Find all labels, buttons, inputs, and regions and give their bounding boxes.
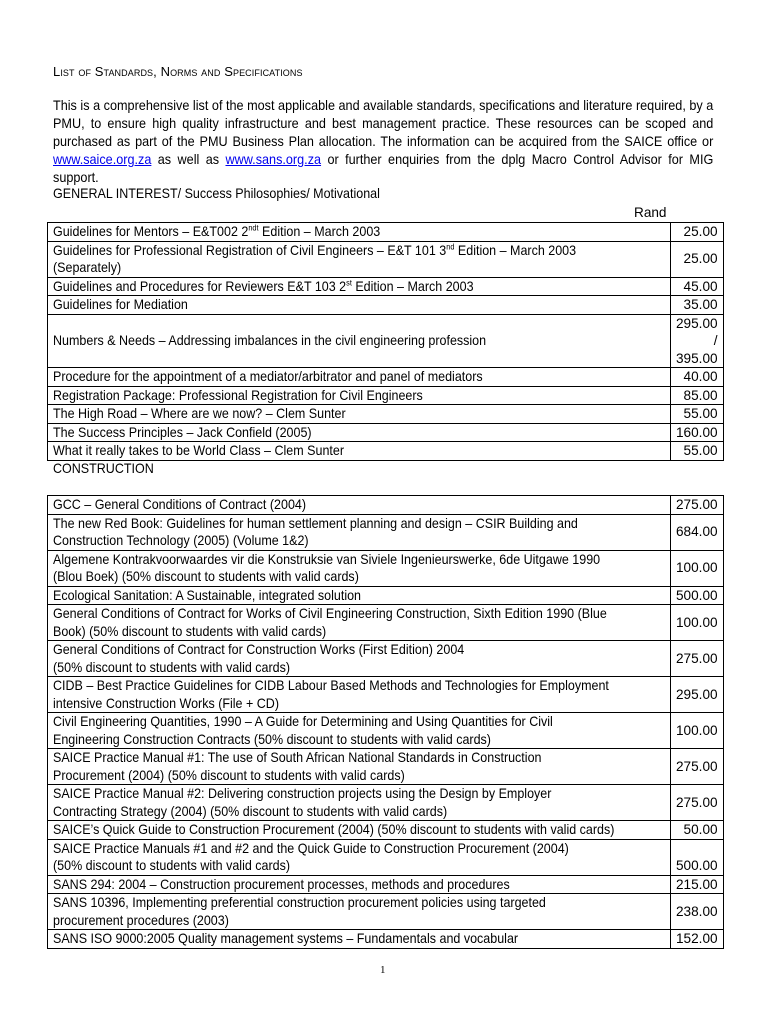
item-price: 55.00 [671,442,724,461]
item-description [48,514,671,550]
table-row [48,605,724,641]
item-price: 50.00 [671,821,724,840]
item-price: 500.00 [671,586,724,605]
item-description-text: General Conditions of Contract for Construction Works (First Edition) 2004 (50% discount to students with valid cards) [53,642,465,675]
table-row [48,785,724,821]
item-price: 215.00 [671,875,724,894]
item-description [48,277,671,296]
item-price: 238.00 [671,894,724,930]
table-row [48,368,724,387]
intro-paragraph [53,97,713,187]
item-description-text: GCC – General Conditions of Contract (2004) [53,497,307,512]
item-description [48,314,671,368]
item-text-part: Edition – March 2003 (Separately) [53,242,577,275]
table-row [48,749,724,785]
item-description [48,749,671,785]
item-price: 85.00 [671,386,724,405]
item-price: 160.00 [671,423,724,442]
item-description [48,875,671,894]
item-description [48,894,671,930]
intro-text-2: as well as [151,152,226,167]
table-row [48,514,724,550]
item-description [48,821,671,840]
item-description-text: SAICE Practice Manual #2: Delivering construction projects using the Design by Employer Contracting Strategy (2004) (50% discount to students with valid cards) [53,786,552,819]
item-superscript: st [346,277,352,287]
page-number-text: 1 [380,964,386,976]
item-description [48,641,671,677]
item-description-text [53,387,616,405]
page-title [53,64,303,79]
table-row [48,821,724,840]
item-description-text: Algemene Kontrakvoorwaardes vir die Konstruksie van Siviele Ingenieurswerke, 6de Uitgawe 1990 (Blou Boek) (50% discount to students with valid cards) [53,551,601,584]
item-price: 25.00 [671,241,724,277]
item-description-text [53,424,616,442]
item-description [48,442,671,461]
item-description [48,223,671,242]
item-price: 100.00 [671,713,724,749]
item-description-text: General Conditions of Contract for Works of Civil Engineering Construction, Sixth Edition 1990 (Blue Book) (50% discount to students with valid cards) [53,606,607,639]
item-price: 55.00 [671,405,724,424]
item-description-text [53,332,616,350]
table-row [48,442,724,461]
table-row [48,550,724,586]
item-price: 152.00 [671,930,724,949]
item-description-text: SANS 294: 2004 – Construction procurement processes, methods and procedures [53,876,510,892]
item-description [48,785,671,821]
item-price: 275.00 [671,785,724,821]
table-row [48,241,724,277]
item-description-text [53,442,616,460]
table-row [48,875,724,894]
table-row [48,223,724,242]
item-description [48,713,671,749]
item-text-part: The Success Principles – Jack Confield (2005) [53,424,312,440]
item-description-text [53,278,616,296]
item-description-text: SANS 10396, Implementing preferential construction procurement policies using targeted procurement procedures (2003) [53,895,546,928]
item-text-part: Edition – March 2003 [258,224,381,239]
item-description-text: SAICE’s Quick Guide to Construction Procurement (2004) (50% discount to students with valid cards) [53,822,615,837]
item-price: 45.00 [671,277,724,296]
item-superscript: ndt [248,223,259,233]
item-description [48,241,671,277]
item-description [48,496,671,515]
item-price: 500.00 [671,839,724,875]
item-description-text: Ecological Sanitation: A Sustainable, integrated solution [53,587,362,603]
price-header-text: Rand [634,205,667,220]
item-price: 684.00 [671,514,724,550]
sans-link[interactable]: www.sans.org.za [225,152,322,167]
item-description [48,550,671,586]
table-row [48,423,724,442]
item-description [48,423,671,442]
table-row [48,277,724,296]
title-text: List of Standards, Norms and Specifications [53,64,303,79]
table-row [48,713,724,749]
construction-heading [53,461,163,476]
item-description [48,586,671,605]
table-row [48,405,724,424]
intro-text-3: or further enquiries from the dplg Macro Control Advisor for MIG support. [53,152,714,185]
item-price: 275.00 [671,749,724,785]
item-description-text: SAICE Practice Manuals #1 and #2 and the Quick Guide to Construction Procurement (2004) (50% discount to students with valid cards) [53,840,569,873]
item-price: 35.00 [671,296,724,315]
item-price: 275.00 [671,496,724,515]
item-description [48,405,671,424]
table-row [48,894,724,930]
item-description-text [53,405,616,423]
item-text-part: Guidelines for Professional Registration of Civil Engineers – E&T 101 3 [53,242,447,258]
general-interest-heading [53,186,408,201]
page-number [380,964,386,976]
table-row [48,930,724,949]
item-text-part: Guidelines and Procedures for Reviewers E&T 103 2 [53,278,347,294]
item-text-part: The High Road – Where are we now? – Clem Sunter [53,406,346,421]
item-description-text: CIDB – Best Practice Guidelines for CIDB Labour Based Methods and Technologies for Employment intensive Construction Works (File + CD) [53,678,609,711]
item-price: 295.00 / 395.00 [671,314,724,368]
item-text-part: Procedure for the appointment of a mediator/arbitrator and panel of mediators [53,369,483,384]
table-row [48,296,724,315]
saice-link[interactable]: www.saice.org.za [53,152,152,167]
item-description-text [53,368,616,386]
price-column-header [634,205,667,220]
item-description [48,368,671,387]
item-price: 295.00 [671,677,724,713]
item-description-text: SANS ISO 9000:2005 Quality management systems – Fundamentals and vocabular [53,931,519,946]
item-price: 25.00 [671,223,724,242]
item-description [48,677,671,713]
item-text-part: Guidelines for Mediation [53,297,188,312]
item-price: 100.00 [671,605,724,641]
item-description [48,605,671,641]
item-superscript: nd [446,241,455,251]
item-description-text [53,296,616,314]
construction-table [47,495,724,949]
table-row [48,839,724,875]
item-description [48,839,671,875]
table-row [48,586,724,605]
item-description-text [53,242,616,277]
item-text-part: What it really takes to be World Class – Clem Sunter [53,443,345,458]
item-description [48,930,671,949]
table-row [48,386,724,405]
item-description-text: Civil Engineering Quantities, 1990 – A Guide for Determining and Using Quantities for Civil Engineering Construction Contracts (50% discount to students with valid cards) [53,714,553,747]
table-row [48,314,724,368]
intro-text-1: This is a comprehensive list of the most applicable and available standards, specifications and literature required, by a PMU, to ensure high quality infrastructure and best management practice. These resources can be scoped and purchased as part of the PMU Business Plan allocation. The information can be acquired from the SAICE office or [53,98,714,149]
item-text-part: Edition – March 2003 [351,278,474,294]
item-description-text: SAICE Practice Manual #1: The use of South African National Standards in Construction Procurement (2004) (50% discount to students with valid cards) [53,750,542,783]
item-text-part: Numbers & Needs – Addressing imbalances in the civil engineering profession [53,333,487,348]
general-interest-table [47,222,724,461]
item-text-part: Registration Package: Professional Registration for Civil Engineers [53,387,423,403]
table-row [48,496,724,515]
item-price: 275.00 [671,641,724,677]
item-description [48,386,671,405]
item-price: 100.00 [671,550,724,586]
table-row [48,641,724,677]
item-description-text: The new Red Book: Guidelines for human settlement planning and design – CSIR Building and Construction Technology (2005) (Volume 1&2) [53,515,578,548]
item-description [48,296,671,315]
general-interest-heading-text: GENERAL INTEREST/ Success Philosophies/ Motivational [53,186,380,201]
table-row [48,677,724,713]
item-description-text [53,223,616,241]
item-price: 40.00 [671,368,724,387]
construction-heading-text: CONSTRUCTION [53,461,154,476]
item-text-part: Guidelines for Mentors – E&T002 2 [53,224,249,239]
